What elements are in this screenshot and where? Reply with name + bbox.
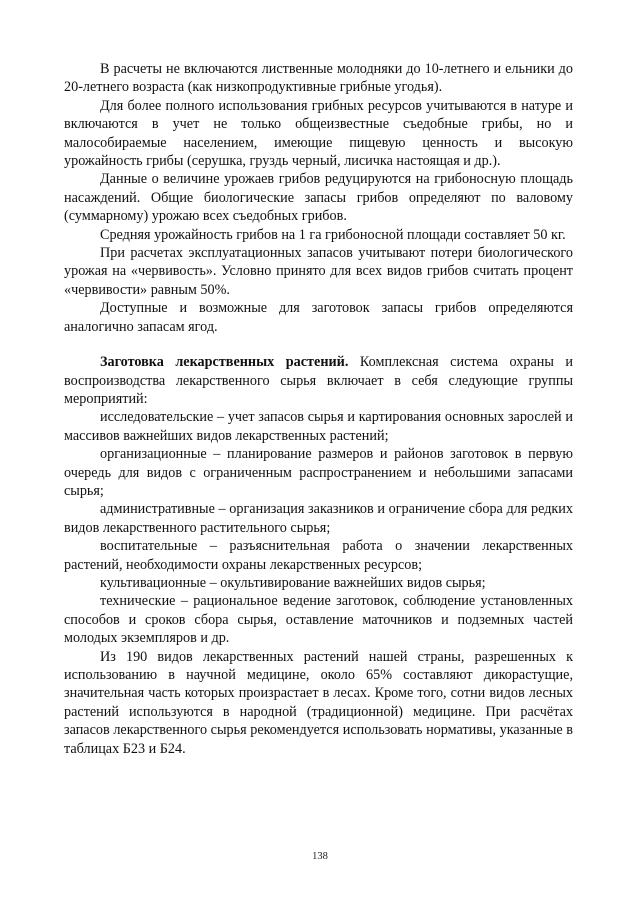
paragraph: Для более полного использования грибных ресурсов учитываются в натуре и включаются в учет не только общеизвестные съедобные грибы, но и малособираемые населением, имеющие пищевую ценность и высокую урожайность грибы (серушка, груздь черный, лисичка настоящая и др.). (64, 97, 573, 170)
section-intro-text: Комплексная система охраны и воспроизводства лекарственного сырья включает в себя следующие группы мероприятий: (64, 354, 573, 407)
page-number: 138 (312, 851, 328, 862)
list-item: культивационные – окультивирование важнейших видов сырья; (100, 574, 486, 591)
paragraph: Средняя урожайность грибов на 1 га грибоносной площади составляет 50 кг. (100, 226, 566, 243)
list-item: административные – организация заказников и ограничение сбора для редких видов лекарственного растительного сырья; (64, 501, 573, 536)
section-intro (64, 353, 573, 408)
paragraph: Из 190 видов лекарственных растений нашей страны, разрешенных к использованию в научной медицине, около 65% составляют дикорастущие, значительная часть которых произрастает в лесах. Кроме того, сотни видов лесных растений используются в народной (традиционной) медицине. При расчётах запасов лекарственного сырья рекомендуется использовать нормативы, указанные в таблицах Б23 и Б24. (64, 648, 573, 757)
list-item: воспитательные – разъяснительная работа о значении лекарственных растений, необходимости охраны лекарственных ресурсов; (64, 538, 573, 573)
paragraph: Доступные и возможные для заготовок запасы грибов определяются аналогично запасам ягод. (64, 300, 573, 335)
list-item: исследовательские – учет запасов сырья и картирования основных зарослей и массивов важнейших видов лекарственных растений; (64, 409, 573, 444)
paragraph: При расчетах эксплуатационных запасов учитывают потери биологического урожая на «червивость». Условно принято для всех видов грибов считать процент «червивости» равным 50%. (64, 245, 573, 298)
section-gap (64, 336, 573, 353)
paragraph: Данные о величине урожаев грибов редуцируются на грибоносную площадь насаждений. Общие биологические запасы грибов определяют по валовому (суммарному) урожаю всех съедобных грибов. (64, 171, 573, 225)
page-content (64, 60, 573, 758)
list-item: организационные – планирование размеров и районов заготовок в первую очередь для видов с ограниченным распространением и небольшими запасами сырья; (64, 446, 573, 499)
paragraph: В расчеты не включаются лиственные молодняки до 10-летнего и ельники до 20-летнего возраста (как низкопродуктивные грибные угодья). (64, 61, 573, 96)
section-heading: Заготовка лекарственных растений. (100, 354, 349, 371)
list-item: технические – рациональное ведение заготовок, соблюдение установленных способов и сроков сбора сырья, оставление маточников и подземных частей молодых экземпляров и др. (64, 593, 573, 647)
